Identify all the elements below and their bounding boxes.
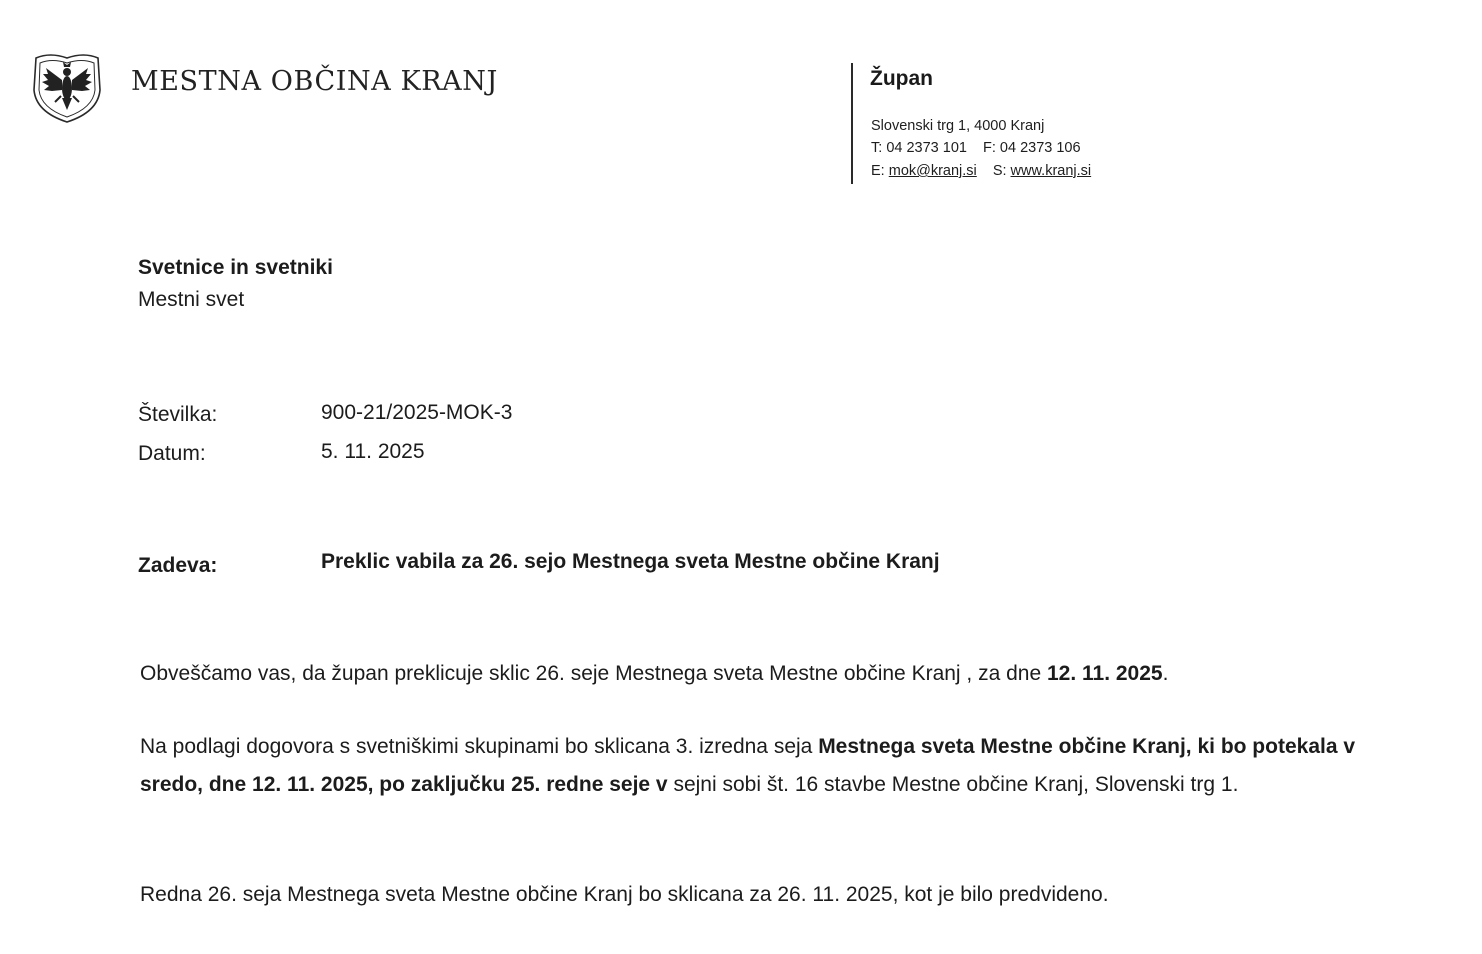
subject-title: Preklic vabila za 26. sejo Mestnega sveta Mestne občine Kranj bbox=[321, 550, 940, 573]
fax-label: F: bbox=[982, 140, 996, 156]
sender-phone-line bbox=[871, 140, 1081, 156]
date-label: Datum: bbox=[138, 442, 206, 465]
paragraph-text: Obveščamo vas, da župan preklicuje sklic 26. seje Mestnega sveta Mestne občine Kranj , za dne bbox=[140, 662, 1047, 685]
number-label: Številka: bbox=[138, 403, 218, 426]
web-label: S: bbox=[992, 163, 1007, 179]
document-number: 900-21/2025-MOK-3 bbox=[321, 401, 513, 424]
paragraph-end: . bbox=[1162, 662, 1169, 685]
paragraph-end: sejni sobi št. 16 stavbe Mestne občine Kranj, Slovenski trg 1. bbox=[667, 773, 1239, 796]
paragraph-extraordinary-session bbox=[140, 728, 1402, 804]
phone-number: 04 2373 101 bbox=[886, 140, 967, 156]
phone-label: T: bbox=[871, 140, 883, 156]
paragraph-regular-session: Redna 26. seja Mestnega sveta Mestne občine Kranj bo sklicana za 26. 11. 2025, kot je bilo predvideno. bbox=[140, 883, 1109, 906]
sender-role: Župan bbox=[870, 67, 933, 90]
fax-number: 04 2373 106 bbox=[999, 140, 1081, 156]
website-link[interactable]: www.kranj.si bbox=[1010, 163, 1092, 179]
email-label: E: bbox=[871, 163, 885, 179]
coat-of-arms-icon bbox=[28, 50, 106, 126]
sender-address: Slovenski trg 1, 4000 Kranj bbox=[871, 118, 1045, 134]
recipient-name: Svetnice in svetniki bbox=[138, 256, 333, 279]
organization-name: MESTNA OBČINA KRANJ bbox=[131, 66, 498, 97]
paragraph-cancellation bbox=[140, 655, 1400, 693]
document-date: 5. 11. 2025 bbox=[321, 440, 425, 463]
paragraph-text: Na podlagi dogovora s svetniškimi skupinami bo sklicana 3. izredna seja bbox=[140, 735, 819, 758]
sender-email-line bbox=[871, 163, 1091, 179]
paragraph-bold-date: 12. 11. 2025 bbox=[1046, 662, 1163, 685]
email-link[interactable]: mok@kranj.si bbox=[888, 163, 977, 179]
header-divider bbox=[851, 63, 853, 184]
recipient-body: Mestni svet bbox=[138, 288, 245, 311]
subject-label: Zadeva: bbox=[138, 554, 218, 577]
paragraph-bold-details: Mestnega sveta Mestne občine Kranj, ki bo potekala v sredo, dne 12. 11. 2025, po zaključku 25. redne seje v bbox=[140, 735, 1356, 796]
